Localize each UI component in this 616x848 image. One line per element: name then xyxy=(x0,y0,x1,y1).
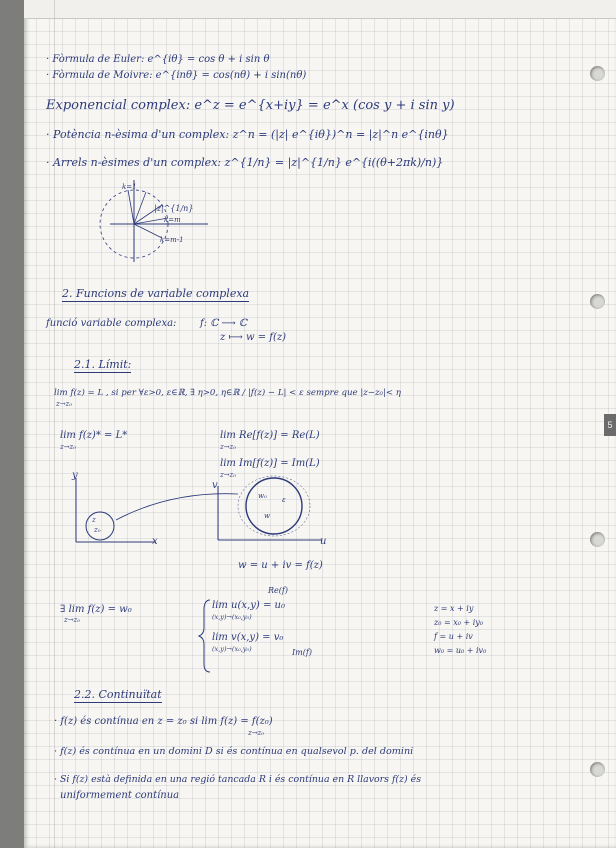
w0-point-label: w₀ xyxy=(258,492,267,500)
section-2-1-title: 2.1. Límit: xyxy=(74,358,132,371)
roots-label-k1: k=1 xyxy=(122,183,137,191)
limit-conjugate: lim f(z)* = L* xyxy=(60,430,128,441)
axis-v: v xyxy=(212,480,218,491)
roots-formula: · Arrels n-èsimes d'un complex: z^{1/n} = |z|^{1/n} e^{i((θ+2πk)/n)} xyxy=(46,156,444,169)
limit-real-part: lim Re[f(z)] = Re(L) xyxy=(220,430,320,441)
exp-complex-formula: Exponencial complex: e^z = e^{x+iy} = e^x (cos y + i sin y) xyxy=(46,98,455,113)
roots-label-modulus: |z|^{1/n} xyxy=(154,204,194,213)
limit-real-part-sub: z→z₀ xyxy=(220,443,237,451)
roots-label-km1: k=m-1 xyxy=(160,236,184,244)
continuity-bullet-1: · f(z) és contínua en z = z₀ si lim f(z) = f(z₀) xyxy=(54,716,273,727)
limit-conjugate-sub: z→z₀ xyxy=(60,443,77,451)
continuity-bullet-3a: · Si f(z) està definida en una regió tancada R i és contínua en R llavors f(z) és xyxy=(54,774,422,785)
function-definition-label: funció variable complexa: xyxy=(46,318,177,329)
existence-lhs: ∃ lim f(z) = w₀ xyxy=(60,604,132,615)
continuity-bullet-2: · f(z) és contínua en un domini D si és contínua en qualsevol p. del domini xyxy=(54,746,414,757)
scan-background xyxy=(0,0,24,848)
note-w0: w₀ = u₀ + iv₀ xyxy=(434,646,487,655)
limit-definition-sub: z→z₀ xyxy=(56,400,73,408)
z0-point-label: z₀ xyxy=(94,526,101,534)
existence-row2-sub: (x,y)→(x₀,y₀) xyxy=(212,645,252,653)
limit-definition: lim f(z) = L , si per ∀ε>0, ε∈ℝ, ∃ η>0, η∈ℝ / |f(z) − L| < ε sempre que |z−z₀|< η xyxy=(54,388,401,398)
axis-x: x xyxy=(152,536,158,547)
moivre-formula: · Fòrmula de Moivre: e^{inθ} = cos(nθ) + i sin(nθ) xyxy=(46,70,307,81)
notebook-page xyxy=(24,0,616,848)
z-point-label: z xyxy=(92,516,96,524)
existence-row1: lim u(x,y) = u₀ xyxy=(212,600,285,611)
existence-row1-sub: (x,y)→(x₀,y₀) xyxy=(212,613,252,621)
axis-y: y xyxy=(72,470,78,481)
existence-lhs-sub: z→z₀ xyxy=(64,616,81,624)
function-map-line1: f: ℂ ⟶ ℂ xyxy=(200,318,247,329)
w-function-label: w = u + iv = f(z) xyxy=(238,560,323,571)
page-tab: 5 xyxy=(604,414,616,436)
section-2-2-title: 2.2. Continuïtat xyxy=(74,688,162,701)
power-formula: · Potència n-èsima d'un complex: z^n = (|z| e^{iθ})^n = |z|^n e^{inθ} xyxy=(46,128,449,141)
euler-formula: · Fòrmula de Euler: e^{iθ} = cos θ + i sin θ xyxy=(46,54,270,65)
real-part-note: Re(f) xyxy=(268,586,288,595)
function-map-line2: z ⟼ w = f(z) xyxy=(220,332,287,343)
limit-imag-part-sub: z→z₀ xyxy=(220,471,237,479)
roots-label-km: k=m xyxy=(164,216,181,224)
epsilon-label: ε xyxy=(282,496,286,504)
section-2-title: 2. Funcions de variable complexa xyxy=(62,287,250,300)
existence-row2: lim v(x,y) = v₀ xyxy=(212,632,284,643)
limit-imag-part: lim Im[f(z)] = Im(L) xyxy=(220,458,320,469)
axis-u: u xyxy=(320,536,327,547)
note-f: f = u + iv xyxy=(434,632,473,641)
note-z: z = x + iy xyxy=(434,604,474,613)
imag-part-note: Im(f) xyxy=(292,648,312,657)
w-point-label: w xyxy=(264,512,270,520)
note-z0: z₀ = x₀ + iy₀ xyxy=(434,618,484,627)
continuity-bullet-3b: uniformement contínua xyxy=(60,790,180,801)
continuity-bullet-1-sub: z→z₀ xyxy=(248,729,265,737)
